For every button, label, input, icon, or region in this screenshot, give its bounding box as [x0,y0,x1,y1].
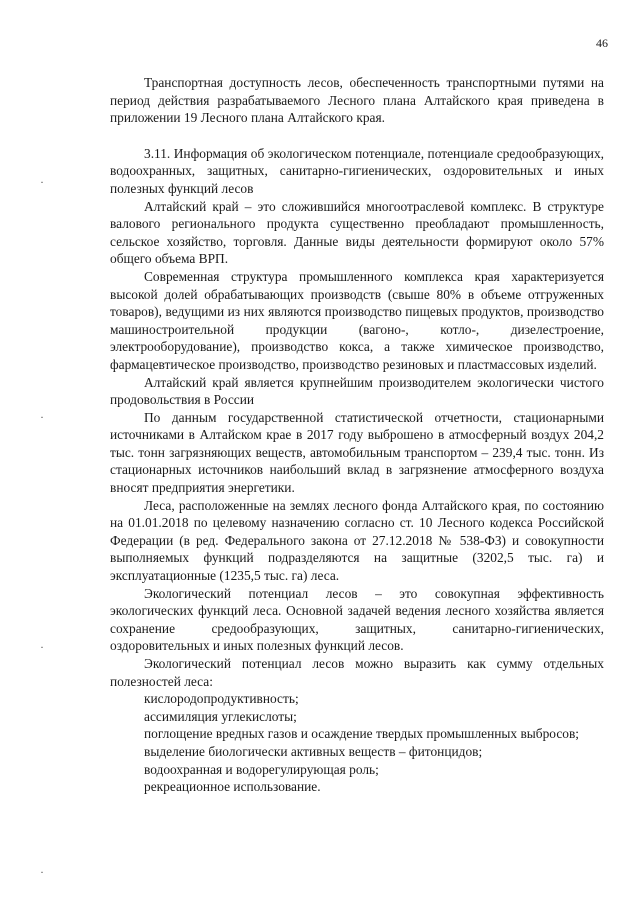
page-number: 46 [596,36,608,50]
page-content [110,74,604,796]
list-item: поглощение вредных газов и осаждение твердых промышленных выбросов; [144,726,579,742]
paragraph-industry: Современная структура промышленного комплекса края характеризуется высокой долей обрабатывающих производств (свыше 80% в объеме отгруженных товаров), ведущими из них являются производство пищевых продуктов, производство машиностроительной продукции (вагоно-, котло-, дизелестроение, электрооборудование), производство кокса, а также химическое производство, фармацевтическое производство, производство резиновых и пластмассовых изделий. [110,268,604,372]
paragraph-transport: Транспортная доступность лесов, обеспеченность транспортными путями на период действия разрабатываемого Лесного плана Алтайского края приведена в приложении 19 Лесного плана Алтайского края. [110,75,604,126]
scan-mark: · [40,640,44,654]
paragraph-food: Алтайский край является крупнейшим производителем экологически чистого продовольствия в России [110,374,604,408]
spacer [110,127,604,145]
utility-list [110,690,604,796]
section-heading: 3.11. Информация об экологическом потенциале, потенциале средообразующих, водоохранных, защитных, санитарно-гигиенических, оздоровительных и иных полезных функций лесов [110,145,604,196]
list-item: выделение биологически активных веществ – фитонцидов; [144,743,483,759]
paragraph-eco-potential: Экологический потенциал лесов – это совокупная эффективность экологических функций леса. Основной задачей ведения лесного хозяйства является сохранение средообразующих, защитных, санитарно-гигиенических, оздоровительных и иных полезных функций лесов. [110,585,604,654]
paragraph-utility-intro: Экологический потенциал лесов можно выразить как сумму отдельных полезностей леса: [110,656,604,689]
paragraph-emissions: По данным государственной статистической отчетности, стационарными источниками в Алтайском крае в 2017 году выброшено в атмосферный воздух 204,2 тыс. тонн загрязняющих веществ, автомобильным транспортом – 239,4 тыс. тонн. Из стационарных источников наибольший вклад в загрязнение атмосферного воздуха вносят предприятия энергетики. [110,409,604,496]
paragraph-forest-fund: Леса, расположенные на землях лесного фонда Алтайского края, по состоянию на 01.01.2018 по целевому назначению согласно ст. 10 Лесного кодекса Российской Федерации (в ред. Федерального закона от 27.12.2018 № 538-ФЗ) и совокупности выполняемых функций подразделяются на защитные (3202,5 тыс. га) и эксплуатационные (1235,5 тыс. га) леса. [110,497,604,584]
scan-mark: · [40,410,44,424]
list-item: водоохранная и водорегулирующая роль; [144,761,379,777]
scan-mark: · [40,865,44,879]
list-item: кислородопродуктивность; [144,691,299,707]
list-item: рекреационное использование. [144,779,321,795]
scan-mark: · [40,175,44,189]
list-item: ассимиляция углекислоты; [144,708,297,724]
paragraph-economy: Алтайский край – это сложившийся многоотраслевой комплекс. В структуре валового регионального продукта существенно преобладают промышленность, сельское хозяйство, торговля. Данные виды деятельности формируют около 57% общего объема ВРП. [110,198,604,267]
